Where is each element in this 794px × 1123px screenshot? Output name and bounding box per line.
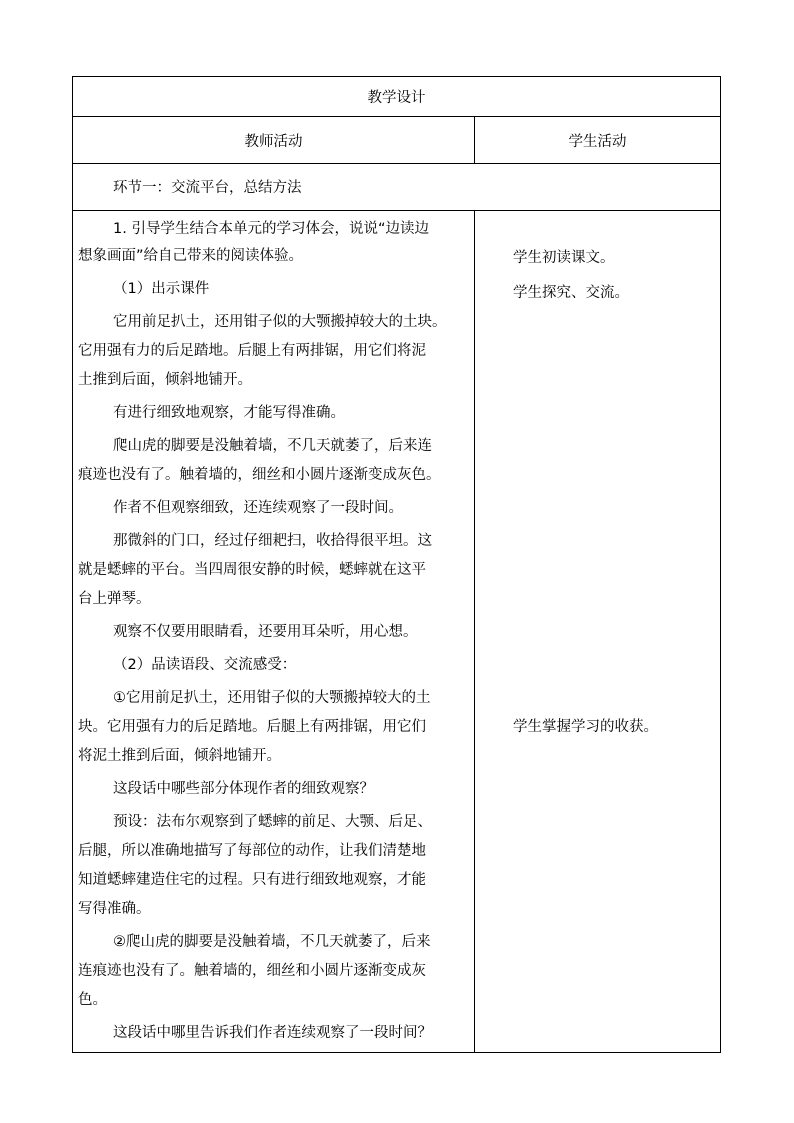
section-title: 环节一：交流平台，总结方法 [113, 180, 302, 196]
teacher-line: （2）品读语段、交流感受： [113, 657, 297, 673]
teacher-line: 色。 [78, 992, 107, 1008]
teacher-line: （1）出示课件 [113, 281, 210, 297]
lesson-plan-table [72, 76, 721, 1053]
activity-body-row [73, 211, 720, 1052]
header-student-activity: 学生活动 [568, 133, 627, 150]
student-line: 学生探究、交流。 [513, 285, 629, 301]
teacher-line: 将泥土推到后面，倾斜地铺开。 [78, 748, 281, 764]
section-row [73, 164, 720, 211]
table-title: 教学设计 [73, 77, 720, 117]
teacher-line: 知道蟋蟀建造住宅的过程。只有进行细致地观察，才能 [78, 872, 426, 888]
teacher-line: 观察不仅要用眼睛看，还要用耳朵听，用心想。 [113, 624, 418, 640]
teacher-line: 它用前足扒土，还用钳子似的大颚搬掉较大的土块。 [113, 314, 447, 330]
teacher-line: ②爬山虎的脚要是没触着墙，不几天就萎了，后来 [113, 934, 431, 950]
teacher-line: 就是蟋蟀的平台。当四周很安静的时候，蟋蟀就在这平 [78, 562, 426, 578]
teacher-line: ①它用前足扒土，还用钳子似的大颚搬掉较大的土 [113, 690, 431, 706]
teacher-line: 这段话中哪些部分体现作者的细致观察？ [113, 781, 374, 797]
teacher-line: 这段话中哪里告诉我们作者连续观察了一段时间？ [113, 1025, 432, 1041]
teacher-activity-cell [73, 211, 475, 1052]
teacher-line: 预设：法布尔观察到了蟋蟀的前足、大颚、后足、 [113, 814, 432, 830]
student-line: 学生初读课文。 [513, 250, 615, 266]
teacher-line: 块。它用强有力的后足踏地。后腿上有两排锯，用它们 [78, 719, 426, 735]
teacher-line: 爬山虎的脚要是没触着墙，不几天就萎了，后来连 [113, 438, 432, 454]
teacher-line: 后腿，所以准确地描写了每部位的动作，让我们清楚地 [78, 843, 426, 859]
teacher-line: 那微斜的门口，经过仔细耙扫，收拾得很平坦。这 [113, 533, 432, 549]
teacher-line: 作者不但观察细致，还连续观察了一段时间。 [113, 500, 403, 516]
student-activity-cell [475, 211, 720, 1052]
teacher-line: 痕迹也没有了。触着墙的，细丝和小圆片逐渐变成灰色。 [78, 467, 441, 483]
table-header-row [73, 117, 720, 164]
teacher-line: 写得准确。 [78, 901, 151, 917]
teacher-line: 土推到后面，倾斜地铺开。 [78, 372, 252, 388]
teacher-line: 连痕迹也没有了。触着墙的，细丝和小圆片逐渐变成灰 [78, 963, 426, 979]
teacher-line: 台上弹琴。 [78, 591, 151, 607]
teacher-line: 想象画面”给自己带来的阅读体验。 [78, 248, 304, 264]
student-line: 学生掌握学习的收获。 [513, 719, 658, 735]
teacher-line: 1. 引导学生结合本单元的学习体会，说说“边读边 [113, 221, 429, 237]
header-teacher-activity: 教师活动 [73, 117, 475, 163]
teacher-line: 它用强有力的后足踏地。后腿上有两排锯，用它们将泥 [78, 343, 426, 359]
teacher-line: 有进行细致地观察，才能写得准确。 [113, 405, 345, 421]
